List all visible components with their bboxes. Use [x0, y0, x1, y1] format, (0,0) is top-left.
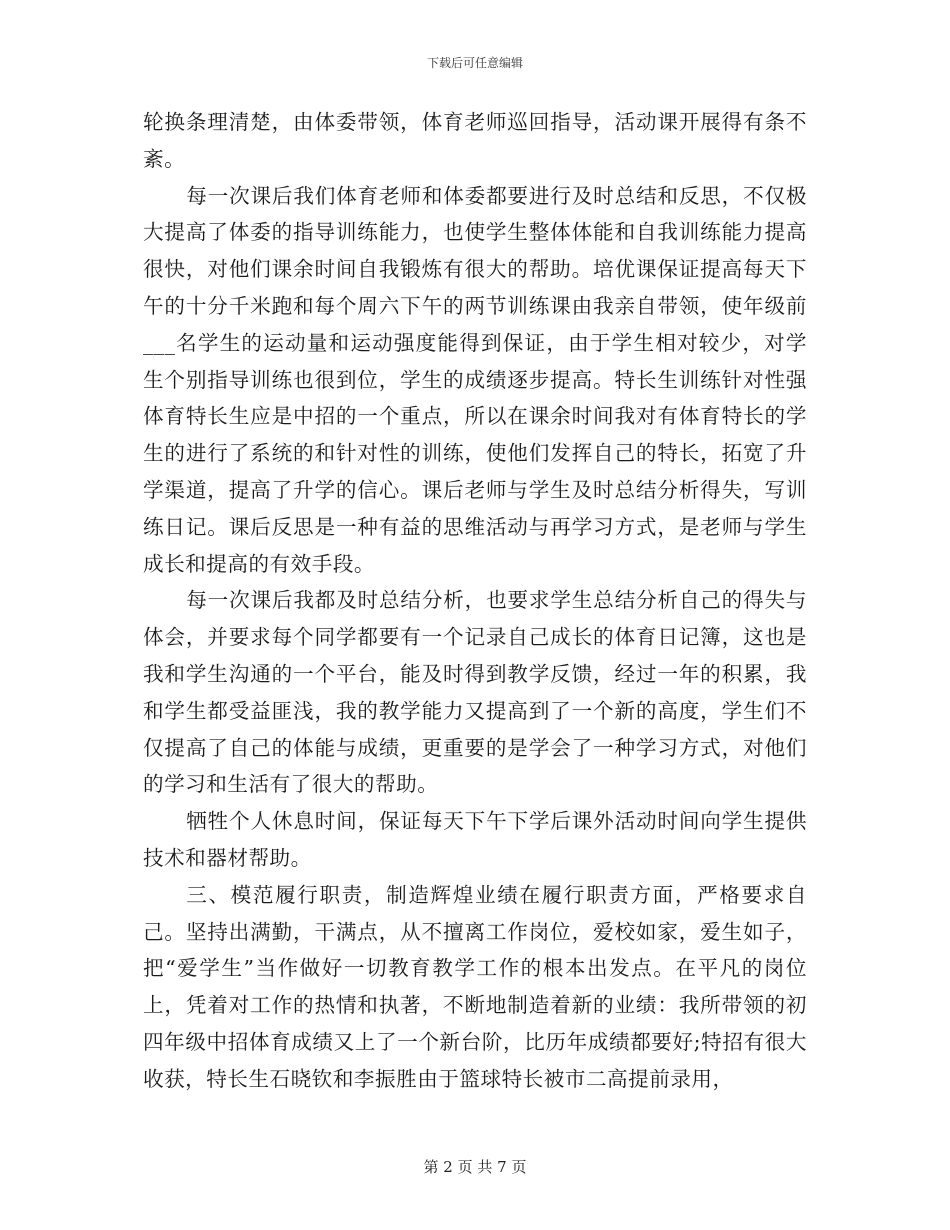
- paragraph-4: 牺牲个人休息时间，保证每天下午下学后课外活动时间向学生提供技术和器材帮助。: [143, 809, 807, 870]
- page-header: 下载后可任意编辑: [426, 56, 523, 70]
- paragraph-5: 三、模范履行职责，制造辉煌业绩在履行职责方面，严格要求自己。坚持出满勤，干满点，从不擅离工作岗位，爱校如家，爱生如子，把“爱学生”当作做好一切教育教学工作的根本出发点。在平凡的岗位上，凭着对工作的热情和执著，不断地制造着新的业绩：我所带领的初四年级中招体育成绩又上了一个新台阶，比历年成绩都要好;特招有很大收获，特长生石晓钦和李振胜由于篮球特长被市二高提前录用，: [143, 882, 807, 1091]
- paragraph-2: 每一次课后我们体育老师和体委都要进行及时总结和反思，不仅极大提高了体委的指导训练能力，也使学生整体体能和自我训练能力提高很快，对他们课余时间自我锻炼有很大的帮助。培优课保证提高每天下午的十分千米跑和每个周六下午的两节训练课由我亲自带领，使年级前___名学生的运动量和运动强度能得到保证，由于学生相对较少，对学生个别指导训练也很到位，学生的成绩逐步提高。特长生训练针对性强体育特长生应是中招的一个重点，所以在课余时间我对有体育特长的学生的进行了系统的和针对性的训练，使他们发挥自己的特长，拓宽了升学渠道，提高了升学的信心。课后老师与学生及时总结分析得失，写训练日记。课后反思是一种有益的思维活动与再学习方式，是老师与学生成长和提高的有效手段。: [143, 183, 807, 576]
- document-body: [143, 104, 807, 1098]
- page-footer: 第 2 页 共 7 页: [423, 1158, 527, 1176]
- paragraph-1: 轮换条理清楚，由体委带领，体育老师巡回指导，活动课开展得有条不紊。: [143, 110, 807, 171]
- paragraph-3: 每一次课后我都及时总结分析，也要求学生总结分析自己的得失与体会，并要求每个同学都要有一个记录自己成长的体育日记簿，这也是我和学生沟通的一个平台，能及时得到教学反馈，经过一年的积累，我和学生都受益匪浅，我的教学能力又提高到了一个新的高度，学生们不仅提高了自己的体能与成绩，更重要的是学会了一种学习方式，对他们的学习和生活有了很大的帮助。: [143, 588, 807, 797]
